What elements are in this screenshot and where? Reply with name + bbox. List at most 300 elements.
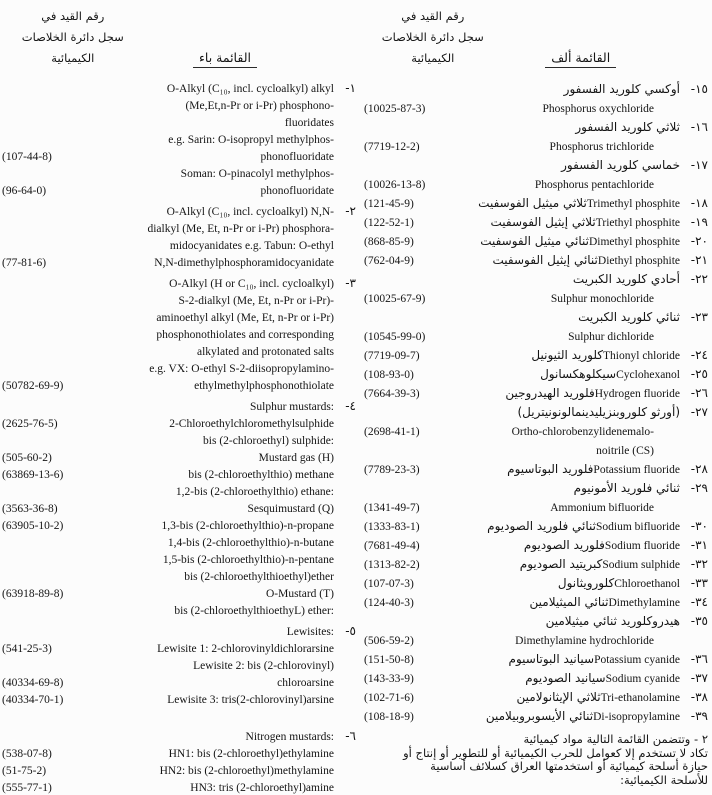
entry-text: [456, 459, 680, 480]
chemical-name-en: bis (2-chloroethyl) sulphide:: [203, 435, 334, 447]
entry-row: [2, 690, 356, 707]
item-number: ٢٢-: [690, 272, 708, 286]
entry-text: [456, 231, 680, 252]
chemical-name-en: phosphonothiolates and corresponding: [156, 329, 334, 341]
cas-number: (122-52-1): [364, 217, 414, 229]
list-b-column: [2, 6, 358, 795]
entry-row: [364, 307, 708, 326]
entry-row: [364, 117, 708, 136]
cas-number: (7719-09-7): [364, 350, 420, 362]
item-number: ٢٦-: [690, 386, 708, 400]
cas-number: (505-60-2): [2, 452, 52, 464]
entry-row: [2, 96, 356, 113]
cas-number: (1341-49-7): [364, 502, 420, 514]
cas-number: (10025-67-9): [364, 293, 426, 305]
entry-row: [364, 687, 708, 706]
chemical-name-ar: ثنائي فلوريد الأمونيوم: [573, 481, 680, 495]
chemical-name-en: e.g. VX: O-ethyl S-2-diisopropylamino-: [149, 363, 334, 375]
cas-number: (10545-99-0): [364, 331, 426, 343]
cas-number: (107-07-3): [364, 578, 414, 590]
chemical-name-ar: كبريتيد الصوديوم: [519, 557, 603, 571]
entry-text: [456, 288, 680, 309]
entry-text: [456, 668, 680, 689]
registry-label-line2: سجل دائرة الخلاصات: [381, 30, 484, 44]
chemical-name-en: Diethyl phosphite: [597, 255, 680, 267]
entry-row: [2, 79, 356, 96]
cas-number: (1333-83-1): [364, 521, 420, 533]
chemical-name-en: Nitrogen mustards:: [245, 731, 334, 743]
entry-text: [456, 573, 680, 594]
entry-row: [2, 202, 356, 219]
cas-number: (762-04-9): [364, 255, 414, 267]
chemical-name-en: 1,3-bis (2-chloroethylthio)-n-propane: [161, 520, 334, 532]
entry-text: [456, 592, 680, 613]
entry-row: [2, 359, 356, 376]
entry-row: [2, 325, 356, 342]
entry-row: [2, 308, 356, 325]
chemical-name-ar: أحادي كلوريد الكبريت: [572, 272, 680, 286]
entry-row: [364, 98, 708, 117]
entry-row: [2, 550, 356, 567]
cas-number: (10026-13-8): [364, 179, 426, 191]
entry-row: [2, 601, 356, 618]
entry-text: [456, 174, 680, 195]
entry-row: [2, 130, 356, 147]
cas-number: (555-77-1): [2, 782, 52, 794]
item-number: ١٩-: [690, 215, 708, 229]
entry-row: [364, 79, 708, 98]
chemical-name-en: Soman: O-pinacolyl methylphos-: [180, 168, 334, 180]
entry-row: [2, 673, 356, 690]
entry-row: [364, 478, 708, 497]
chemical-name-en: 1,5-bis (2-chloroethylthio)-n-pentane: [162, 554, 334, 566]
chemical-name-en: Sulphur monochloride: [550, 293, 654, 305]
cas-number: (541-25-3): [2, 643, 52, 655]
entry-text: [456, 497, 680, 518]
entry-row: [2, 397, 356, 414]
chemical-name-ar: ثلاثي ميثيل الفوسفيت: [478, 196, 587, 210]
chemical-name-en: Lewisites:: [286, 626, 334, 638]
entry-text: [456, 155, 680, 175]
chemical-name-en: phonofluoridate: [260, 151, 334, 163]
entry-row: [2, 499, 356, 516]
entry-text: [456, 535, 680, 556]
chemical-name-en: bis (2-chloroethylthio) methane: [188, 469, 334, 481]
chemical-name-en: Tri-ethanolamine: [600, 692, 680, 704]
entry-text: [456, 402, 680, 422]
chemical-name-en: HN2: bis (2-chloroethyl)methylamine: [159, 765, 334, 777]
entry-row: [364, 345, 708, 364]
entry-text: [456, 687, 680, 708]
cas-number: (50782-69-9): [2, 380, 64, 392]
chemical-name-en: dialkyl (Me, Et, n-Pr or i-Pr) phosphora-: [147, 223, 334, 235]
item-number: ٣٧-: [690, 671, 708, 685]
entry-row: [364, 668, 708, 687]
chemical-name-ar: ثلاثي الإيثانولامين: [516, 690, 601, 704]
cas-number: (121-45-9): [364, 198, 414, 210]
item-number: ٣٣-: [690, 576, 708, 590]
chemical-name-en: aminoethyl alkyl (Me, Et, n-Pr or i-Pr): [156, 312, 334, 324]
cas-number: (124-40-3): [364, 597, 414, 609]
entry-row: [2, 164, 356, 181]
entry-row: [364, 402, 708, 421]
cas-number: (63918-89-8): [2, 588, 64, 600]
entry-row: [2, 274, 356, 291]
entry-row: [2, 253, 356, 270]
chemical-name-ar: ثنائي كلوريد الكبريت: [578, 310, 680, 324]
entry-row: [2, 639, 356, 656]
chemical-name-en: e.g. Sarin: O-isopropyl methylphos-: [168, 134, 334, 146]
list-a-title: القائمة ألف: [545, 50, 616, 68]
chemical-name-ar: أوكسي كلوريد الفسفور: [563, 82, 680, 96]
entry-row: [2, 448, 356, 465]
chemical-name-en: O-Mustard (T): [265, 588, 334, 600]
item-number: ١٥-: [690, 82, 708, 96]
chemical-name-en: Sodium fluoride: [604, 540, 680, 552]
cas-number: (2698-41-1): [364, 426, 420, 438]
cas-number: (7681-49-4): [364, 540, 420, 552]
cas-number: (1313-82-2): [364, 559, 420, 571]
entry-row: [2, 567, 356, 584]
chemical-name-ar: ثلاثي إيثيل الفوسفيت: [490, 215, 596, 229]
entry-text: [456, 250, 680, 271]
entry-row: [364, 212, 708, 231]
entry-text: [456, 383, 680, 404]
entry-text: [84, 376, 334, 395]
entry-row: [364, 231, 708, 250]
entry-row: [364, 136, 708, 155]
registry-label-line2: سجل دائرة الخلاصات: [21, 30, 124, 44]
entry-row: [2, 656, 356, 673]
paragraph-line: تكاد لا تستخدم إلا كعوامل للحرب الكيميائية أو للتطوير أو إنتاج أو: [403, 745, 708, 760]
chemical-name-en: Lewisite 2: bis (2-chlorovinyl): [193, 660, 334, 672]
entry-row: [364, 174, 708, 193]
chemical-name-en: noitrile (CS): [596, 445, 654, 457]
cas-number: (63869-13-6): [2, 469, 64, 481]
registry-label-line3: الكيميائية: [51, 51, 95, 65]
item-number: ١٧-: [690, 158, 708, 172]
item-number: ١٦-: [690, 120, 708, 134]
entry-text: [84, 690, 334, 709]
entry-row: [2, 376, 356, 393]
registry-label-line1: رقم القيد في: [401, 9, 465, 23]
entry-row: [364, 383, 708, 402]
chemical-name-en: Potassium cyanide: [594, 654, 680, 666]
entry-text: [456, 79, 680, 99]
chemical-name-ar: ثنائي الأيسوبروبيلامين: [485, 709, 594, 723]
chemical-name-en: Trimethyl phosphite: [586, 198, 680, 210]
entry-row: [2, 236, 356, 253]
cas-number: (7719-12-2): [364, 141, 420, 153]
entry-row: [2, 113, 356, 130]
chemical-name-en: fluoridates: [284, 117, 334, 129]
entry-text: [456, 117, 680, 137]
chemical-name-en: HN1: bis (2-chloroethyl)ethylamine: [168, 748, 334, 760]
entry-row: [364, 155, 708, 174]
entry-row: [364, 288, 708, 307]
list-a-entries: [364, 79, 708, 725]
chemical-name-en: Sulphur dichloride: [568, 331, 654, 343]
entry-row: [2, 291, 356, 308]
item-number: ٢٣-: [690, 310, 708, 324]
entry-text: [456, 136, 680, 157]
chemical-name-en: Lewisite 3: tris(2-chlorovinyl)arsine: [167, 694, 334, 706]
entry-row: [364, 611, 708, 630]
item-number: ٢٥-: [690, 367, 708, 381]
chemical-name-en: (Me,Et,n-Pr or i-Pr) phosphono-: [185, 100, 334, 112]
chemical-name-en: Mustard gas (H): [258, 452, 334, 464]
item-number: ٣٤-: [690, 595, 708, 609]
chemical-name-en: bis (2-chloroethylthioethyL) ether:: [174, 605, 334, 617]
entry-text: [456, 611, 680, 631]
cas-number: (77-81-6): [2, 257, 47, 269]
chemical-name-ar: ثنائي فلوريد الصوديوم: [487, 519, 596, 533]
registry-label-line3: الكيميائية: [411, 51, 455, 65]
chemical-name-en: Dimethylamine hydrochloride: [515, 635, 654, 647]
chemical-name-en: Cyclohexanol: [616, 369, 680, 381]
item-number: ٣٥-: [690, 614, 708, 628]
cas-number: (7664-39-3): [364, 388, 420, 400]
item-number: ٦-: [345, 729, 356, 743]
chemical-name-ar: فلوريد الهيدروجين: [505, 386, 595, 400]
cas-registry-label: [2, 6, 144, 69]
cas-number: (868-85-9): [364, 236, 414, 248]
chemical-name-ar: ثلاثي كلوريد الفسفور: [575, 120, 680, 134]
entry-row: [364, 421, 708, 440]
chemical-name-en: Ammonium bifluoride: [550, 502, 654, 514]
chemical-name-en: chloroarsine: [277, 677, 334, 689]
chemical-name-en: Sulphur mustards:: [249, 401, 334, 413]
registry-label-line1: رقم القيد في: [41, 9, 105, 23]
chemical-name-en: O-Alkyl (C₁₀, incl. cycloalkyl) alkyl: [166, 83, 334, 95]
chemical-name-en: Phosphorus trichloride: [549, 141, 654, 153]
entry-text: [84, 253, 334, 272]
cas-number: (96-64-0): [2, 185, 47, 197]
item-number: ٢٩-: [690, 481, 708, 495]
chemical-name-en: Hydrogen fluoride: [594, 388, 680, 400]
intro-paragraph: [364, 733, 708, 787]
entry-text: [84, 601, 334, 620]
entry-row: [2, 533, 356, 550]
entry-row: [364, 573, 708, 592]
cas-number: (7789-23-3): [364, 464, 420, 476]
entry-row: [364, 554, 708, 573]
entry-row: [2, 219, 356, 236]
cas-number: (151-50-8): [364, 654, 414, 666]
entry-row: [2, 744, 356, 761]
chemical-name-en: Phosphorus oxychloride: [542, 103, 654, 115]
entry-row: [364, 630, 708, 649]
paragraph-line: حيازة أسلحة كيميائية أو استخدمتها العراق كسلائف أساسية: [430, 759, 708, 773]
entry-row: [364, 364, 708, 383]
cas-number: (2625-76-5): [2, 418, 58, 430]
list-a-title-wrap: [502, 49, 660, 69]
entry-row: [364, 326, 708, 345]
list-a-header: [364, 6, 708, 69]
chemical-name-ar: كلوريد الثيونيل: [531, 348, 604, 362]
chemical-name-ar: سيانيد البوتاسيوم: [508, 652, 595, 666]
chemical-name-en: Sodium bifluoride: [595, 521, 680, 533]
entry-row: [2, 431, 356, 448]
entry-text: [456, 516, 680, 537]
chemical-name-en: Potassium fluoride: [593, 464, 680, 476]
item-number: ٣٠-: [690, 519, 708, 533]
list-b-header: [2, 6, 356, 69]
cas-number: (108-93-0): [364, 369, 414, 381]
list-b-title-wrap: [144, 49, 307, 69]
entry-row: [364, 649, 708, 668]
entry-row: [2, 465, 356, 482]
entry-row: [2, 342, 356, 359]
chemical-name-en: O-Alkyl (H or C₁₀, incl. cycloalkyl): [169, 278, 334, 290]
cas-number: (538-07-8): [2, 748, 52, 760]
chemical-name-ar: كلورويثانول: [557, 576, 615, 590]
entry-row: [2, 181, 356, 198]
chemical-name-en: bis (2-chloroethylthioethyl)ether: [184, 571, 334, 583]
chemical-name-ar: سيانيد الصوديوم: [525, 671, 606, 685]
entry-row: [2, 727, 356, 744]
item-number: ٣٨-: [690, 690, 708, 704]
chemical-name-ar: ثنائي إيثيل الفوسفيت: [492, 253, 598, 267]
cas-number: (51-75-2): [2, 765, 47, 777]
item-number: ٢٧-: [690, 405, 708, 419]
item-number: ٢-: [345, 204, 356, 218]
item-number: ٤-: [345, 399, 356, 413]
chemical-name-en: Sesquimustard (Q): [247, 503, 334, 515]
entry-row: [2, 482, 356, 499]
chemical-name-en: Di-isopropylamine: [593, 711, 680, 723]
cas-number: (40334-69-8): [2, 677, 64, 689]
entry-text: [456, 193, 680, 214]
entry-text: [456, 440, 680, 461]
item-number: ٣-: [345, 276, 356, 290]
chemical-name-ar: خماسي كلوريد الفسفور: [561, 158, 680, 172]
cas-number: (107-44-8): [2, 151, 52, 163]
cas-number: (3563-36-8): [2, 503, 58, 515]
chemical-name-en: Thionyl chloride: [603, 350, 680, 362]
chemical-name-en: 2-Chloroethylchloromethylsulphide: [169, 418, 334, 430]
entry-text: [456, 421, 680, 442]
list-a-column: [358, 6, 708, 795]
item-number: ٢١-: [690, 253, 708, 267]
chemical-name-ar: فلوريد البوتاسيوم: [507, 462, 594, 476]
entry-row: [2, 761, 356, 778]
chemical-name-en: Triethyl phosphite: [595, 217, 680, 229]
entry-row: [364, 516, 708, 535]
entry-text: [456, 269, 680, 289]
paragraph-line: ٢ - وتتضمن القائمة التالية مواد كيميائية: [523, 732, 708, 746]
entry-text: [456, 478, 680, 498]
entry-row: [364, 706, 708, 725]
entry-text: [456, 212, 680, 233]
chemical-name-en: S-2-dialkyl (Me, Et, n-Pr or i-Pr)-: [178, 295, 334, 307]
entry-text: [84, 181, 334, 200]
item-number: ١-: [345, 81, 356, 95]
chemical-name-en: phonofluoridate: [260, 185, 334, 197]
entry-text: [456, 706, 680, 727]
entry-row: [364, 193, 708, 212]
entry-row: [364, 459, 708, 478]
chemical-name-en: 1,2-bis (2-chloroethylthio) ethane:: [175, 486, 334, 498]
cas-number: (108-18-9): [364, 711, 414, 723]
cas-number: (10025-87-3): [364, 103, 426, 115]
entry-text: [456, 649, 680, 670]
item-number: ٢٨-: [690, 462, 708, 476]
entry-row: [364, 269, 708, 288]
chemical-name-en: Ortho-chlorobenzylidenemalo-: [511, 426, 654, 438]
item-number: ٢٠-: [690, 234, 708, 248]
entry-text: [456, 98, 680, 119]
chemical-name-en: Sodium sulphide: [602, 559, 680, 571]
entry-text: [456, 554, 680, 575]
chemical-name-en: Sodium cyanide: [605, 673, 680, 685]
chemical-name-en: midocyanidates e.g. Tabun: O-ethyl: [169, 240, 334, 252]
entry-text: [456, 326, 680, 347]
cas-number: (506-59-2): [364, 635, 414, 647]
entry-row: [2, 584, 356, 601]
item-number: ١٨-: [690, 196, 708, 210]
item-number: ٣٩-: [690, 709, 708, 723]
entry-row: [364, 440, 708, 459]
chemical-name-en: Lewisite 1: 2-chlorovinyldichlorarsine: [157, 643, 334, 655]
chemical-name-en: O-Alkyl (C₁₀, incl. cycloalkyl) N,N-: [166, 206, 334, 218]
cas-number: (102-71-6): [364, 692, 414, 704]
entry-row: [2, 778, 356, 795]
entry-text: [84, 778, 334, 795]
chemical-name-ar: هيدروكلوريد ثنائي ميثيلامين: [545, 614, 680, 628]
entry-row: [2, 414, 356, 431]
entry-row: [364, 535, 708, 554]
chemical-name-en: ethylmethylphosphonothiolate: [194, 380, 334, 392]
paragraph-line: للأسلحة الكيميائية:: [620, 772, 708, 787]
chemical-name-en: Phosphorus pentachloride: [534, 179, 654, 191]
entry-row: [2, 147, 356, 164]
item-number: ٢٤-: [690, 348, 708, 362]
cas-number: (40334-70-1): [2, 694, 64, 706]
entry-row: [364, 497, 708, 516]
item-number: ٣٦-: [690, 652, 708, 666]
chemical-name-ar: (أورثو كلوروبنزيليدينمالونونيتريل): [517, 405, 680, 419]
item-number: ٣٢-: [690, 557, 708, 571]
chemical-name-ar: ثنائي الميثيلامين: [529, 595, 609, 609]
item-number: ٣١-: [690, 538, 708, 552]
chemical-name-ar: سيكلوهكسانول: [540, 367, 617, 381]
chemical-name-en: N,N-dimethylphosphoramidocyanidate: [154, 257, 334, 269]
chemical-name-en: HN3: tris (2-chloroethyl)amine: [190, 782, 334, 794]
entry-text: [456, 345, 680, 366]
item-number: ٥-: [345, 624, 356, 638]
cas-number: (63905-10-2): [2, 520, 64, 532]
chemical-name-en: Chloroethanol: [614, 578, 680, 590]
cas-registry-label: [364, 6, 502, 69]
entry-text: [456, 630, 680, 651]
cas-number: (143-33-9): [364, 673, 414, 685]
chemical-name-en: 1,4-bis (2-chloroethylthio)-n-butane: [167, 537, 334, 549]
entry-row: [364, 592, 708, 611]
entry-row: [2, 516, 356, 533]
chemical-name-ar: فلوريد الصوديوم: [523, 538, 605, 552]
chemical-name-en: Dimethyl phosphite: [588, 236, 680, 248]
entry-text: [456, 307, 680, 327]
entry-row: [364, 250, 708, 269]
entry-row: [2, 622, 356, 639]
list-b-title: القائمة باء: [193, 50, 257, 68]
chemical-name-en: alkylated and protonated salts: [196, 346, 334, 358]
chemical-name-ar: ثنائي ميثيل الفوسفيت: [480, 234, 589, 248]
entry-text: [456, 364, 680, 385]
list-b-entries: [2, 79, 356, 795]
chemical-name-en: Dimethylamine: [608, 597, 680, 609]
